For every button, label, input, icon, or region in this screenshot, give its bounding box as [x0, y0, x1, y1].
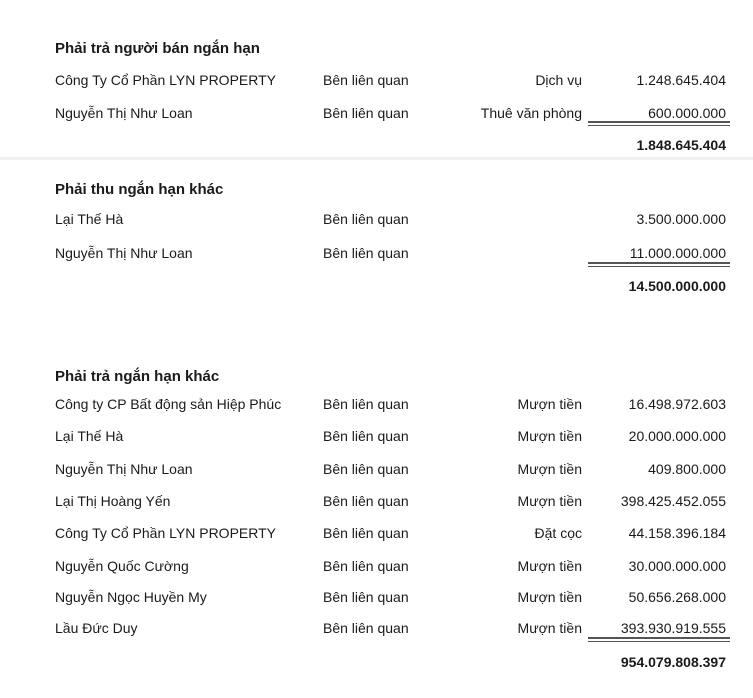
relationship: Bên liên quan [323, 589, 409, 605]
amount: 3.500.000.000 [636, 211, 726, 227]
amount: 398.425.452.055 [620, 493, 726, 509]
transaction-type: Thuê văn phòng [480, 105, 582, 121]
amount: 409.800.000 [648, 461, 726, 477]
party-name: Lại Thế Hà [55, 211, 124, 227]
party-name: Lại Thế Hà [55, 428, 124, 444]
party-name: Nguyễn Thị Như Loan [55, 245, 193, 261]
relationship: Bên liên quan [323, 525, 409, 541]
double-underline [588, 262, 730, 267]
party-name: Nguyễn Thị Như Loan [55, 105, 193, 121]
party-name: Nguyễn Thị Như Loan [55, 461, 193, 477]
section-title: Phải trả người bán ngắn hạn [55, 40, 260, 57]
transaction-type: Mượn tiền [517, 493, 582, 509]
section-divider [0, 157, 753, 160]
amount: 20.000.000.000 [628, 428, 726, 444]
relationship: Bên liên quan [323, 72, 409, 88]
section-total: 14.500.000.000 [628, 278, 726, 294]
amount: 16.498.972.603 [628, 396, 726, 412]
relationship: Bên liên quan [323, 620, 409, 636]
transaction-type: Mượn tiền [517, 558, 582, 574]
amount: 600.000.000 [648, 105, 726, 121]
party-name: Lại Thị Hoàng Yến [55, 493, 171, 509]
amount: 1.248.645.404 [636, 72, 726, 88]
section-total: 954.079.808.397 [620, 654, 726, 670]
transaction-type: Mượn tiền [517, 428, 582, 444]
transaction-type: Mượn tiền [517, 461, 582, 477]
section-title: Phải trả ngắn hạn khác [55, 368, 220, 385]
relationship: Bên liên quan [323, 211, 409, 227]
amount: 44.158.396.184 [628, 525, 726, 541]
amount: 30.000.000.000 [628, 558, 726, 574]
amount: 50.656.268.000 [628, 589, 726, 605]
relationship: Bên liên quan [323, 428, 409, 444]
double-underline [588, 121, 730, 126]
double-underline [588, 637, 730, 642]
relationship: Bên liên quan [323, 105, 409, 121]
relationship: Bên liên quan [323, 558, 409, 574]
party-name: Lầu Đức Duy [55, 620, 138, 636]
party-name: Nguyễn Ngọc Huyền My [55, 589, 207, 605]
relationship: Bên liên quan [323, 396, 409, 412]
relationship: Bên liên quan [323, 461, 409, 477]
amount: 11.000.000.000 [629, 245, 726, 261]
transaction-type: Mượn tiền [517, 589, 582, 605]
transaction-type: Mượn tiền [517, 396, 582, 412]
amount: 393.930.919.555 [620, 620, 726, 636]
party-name: Nguyễn Quốc Cường [55, 558, 189, 574]
transaction-type: Dịch vụ [535, 72, 582, 88]
relationship: Bên liên quan [323, 245, 409, 261]
party-name: Công Ty Cổ Phần LYN PROPERTY [55, 72, 276, 88]
transaction-type: Đặt cọc [534, 525, 582, 541]
transaction-type: Mượn tiền [517, 620, 582, 636]
relationship: Bên liên quan [323, 493, 409, 509]
party-name: Công ty CP Bất động sản Hiệp Phúc [55, 396, 282, 412]
section-total: 1.848.645.404 [636, 137, 726, 153]
section-title: Phải thu ngắn hạn khác [55, 181, 224, 198]
party-name: Công Ty Cổ Phần LYN PROPERTY [55, 525, 276, 541]
